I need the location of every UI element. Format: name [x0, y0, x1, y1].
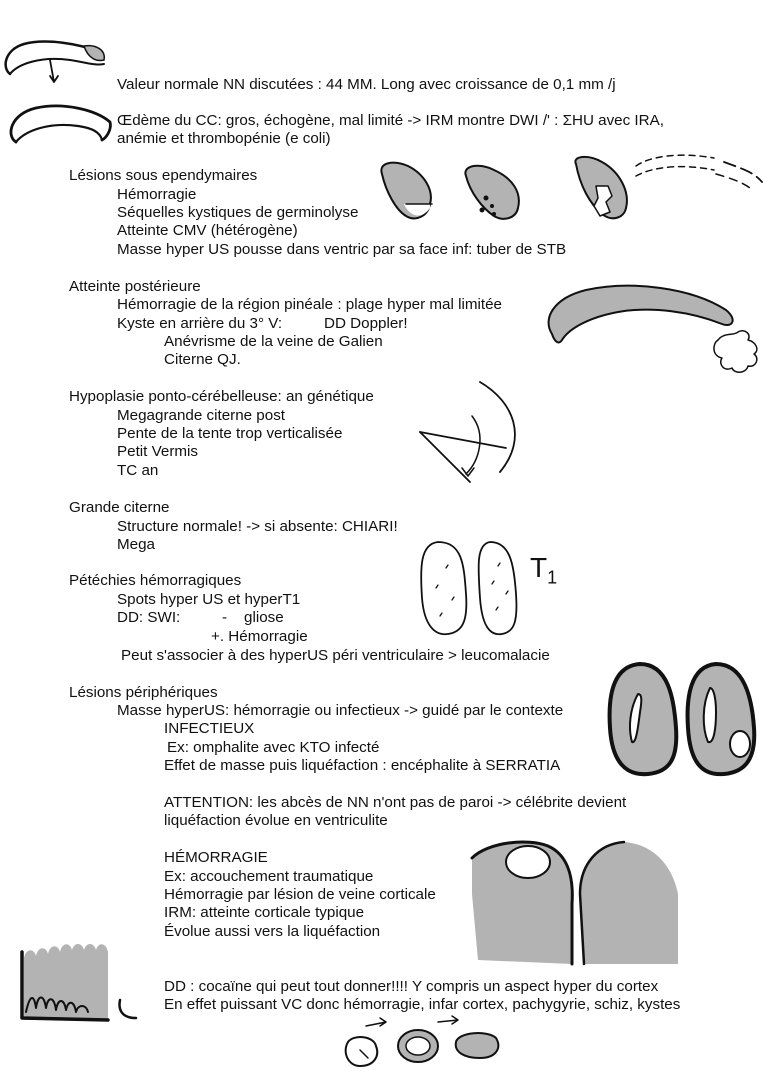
- list-item: Megagrande citerne post: [117, 407, 286, 424]
- petechiae-dd-dash: -: [222, 609, 228, 626]
- pineal-hemorrhage-sketch: [542, 278, 770, 398]
- hemorrhage-sketch: [468, 834, 688, 966]
- note-top-line-3: anémie et thrombopénie (e coli): [117, 130, 331, 147]
- list-item: Séquelles kystiques de germinolyse: [117, 204, 359, 221]
- note-top-line-1: Valeur normale NN discutées : 44 MM. Long avec croissance de 0,1 mm /j: [117, 76, 616, 93]
- posterior-line-1: Hémorragie de la région pinéale : plage hyper mal limitée: [117, 296, 502, 313]
- thick-callosum-sketch: [6, 96, 116, 156]
- petechiae-dd-gliose: gliose: [244, 609, 284, 626]
- t1-subscript: 1: [547, 567, 558, 588]
- heading-petechiae: Pétéchies hémorragiques: [69, 572, 242, 589]
- liquefaction-sketch: [340, 1016, 510, 1070]
- petechiae-sketch: [416, 538, 526, 642]
- petechiae-line-3: +. Hémorragie: [211, 628, 308, 645]
- list-item: Évolue aussi vers la liquéfaction: [164, 923, 381, 940]
- infectious-mass-effect: Effet de masse puis liquéfaction : encéphalite à SERRATIA: [164, 757, 561, 774]
- attention-line-2: liquéfaction évolue en ventriculite: [164, 812, 388, 829]
- list-item: Petit Vermis: [117, 443, 199, 460]
- list-item: TC an: [117, 462, 159, 479]
- list-item: Pente de la tente trop verticalisée: [117, 425, 343, 442]
- posterior-line-2-dd: DD Doppler!: [324, 315, 408, 332]
- t1-label: [530, 552, 557, 589]
- heading-hypoplasia: Hypoplasie ponto-cérébelleuse: an génétique: [69, 388, 374, 405]
- posterior-line-3: Anévrisme de la veine de Galien: [164, 333, 383, 350]
- posterior-line-4: Citerne QJ.: [164, 351, 241, 368]
- cortex-sketch: [16, 938, 150, 1030]
- list-item: Hémorragie par lésion de veine corticale: [164, 886, 436, 903]
- heading-sub-ependymal: Lésions sous ependymaires: [69, 167, 258, 184]
- t1-letter: T: [530, 552, 548, 583]
- heading-posterior: Atteinte postérieure: [69, 278, 201, 295]
- peripheral-line-1: Masse hyperUS: hémorragie ou infectieux -> guidé par le contexte: [117, 702, 564, 719]
- peripheral-lesion-sketch: [604, 658, 764, 782]
- cistern-line-2: Mega: [117, 536, 155, 553]
- posterior-fossa-sketch: [410, 376, 530, 486]
- heading-peripheral: Lésions périphériques: [69, 684, 218, 701]
- heading-cistern: Grande citerne: [69, 499, 170, 516]
- posterior-line-2: Kyste en arrière du 3° V:: [117, 315, 283, 332]
- corpus-callosum-sketch: [0, 30, 120, 90]
- infectious-title: INFECTIEUX: [164, 720, 255, 737]
- petechiae-dd-label: DD: SWI:: [117, 609, 181, 626]
- cistern-line-1: Structure normale! -> si absente: CHIARI!: [117, 518, 398, 535]
- list-item: Hémorragie: [117, 186, 197, 203]
- petechiae-line-1: Spots hyper US et hyperT1: [117, 591, 301, 608]
- dd-line-1: DD : cocaïne qui peut tout donner!!!! Y compris un aspect hyper du cortex: [164, 978, 659, 995]
- infectious-example: Ex: omphalite avec KTO infecté: [167, 739, 380, 756]
- hemorrhage-title: HÉMORRAGIE: [164, 849, 268, 866]
- list-item: Atteinte CMV (hétérogène): [117, 222, 298, 239]
- list-item: IRM: atteinte corticale typique: [164, 904, 365, 921]
- attention-line-1: ATTENTION: les abcès de NN n'ont pas de paroi -> célébrite devient: [164, 794, 627, 811]
- petechiae-line-4: Peut s'associer à des hyperUS péri ventriculaire > leucomalacie: [121, 647, 550, 664]
- list-item: Masse hyper US pousse dans ventric par sa face inf: tuber de STB: [117, 241, 567, 258]
- note-top-line-2: Œdème du CC: gros, échogène, mal limité -> IRM montre DWI /' : ΣHU avec IRA,: [117, 112, 664, 129]
- dd-line-2: En effet puissant VC donc hémorragie, infar cortex, pachygyrie, schiz, kystes: [164, 996, 681, 1013]
- list-item: Ex: accouchement traumatique: [164, 868, 374, 885]
- subependymal-lesion-sketches: [374, 152, 764, 232]
